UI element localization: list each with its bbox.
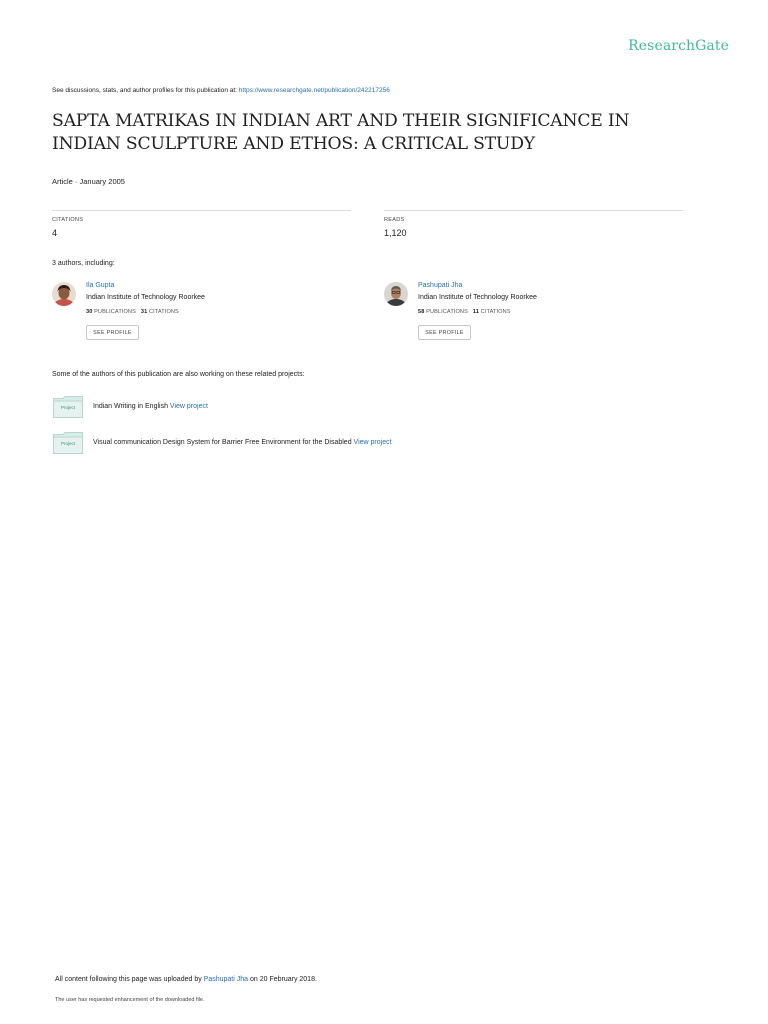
author-affiliation: Indian Institute of Technology Roorkee [418,294,537,301]
upload-note-prefix: All content following this page was uploaded by [55,976,204,983]
author-citations-label: CITATIONS [480,309,511,315]
project-title: Visual communication Design System for Barrier Free Environment for the Disabled [93,439,352,446]
author-citations-count: 11 [472,309,480,315]
author-avatar-ila-gupta[interactable] [52,282,76,306]
author-citations-label: CITATIONS [148,309,179,315]
project-item [93,403,208,410]
see-profile-button[interactable]: SEE PROFILE [418,325,471,340]
project-folder-label: Project [60,405,75,410]
author-stats [86,309,179,315]
citations-divider [52,210,351,211]
publication-title: SAPTA MATRIKAS IN INDIAN ART AND THEIR SIGNIFICANCE IN INDIAN SCULPTURE AND ETHOS: A CRITICAL STUDY [52,111,630,154]
project-folder-icon [53,432,83,454]
author-publications-count: 30 [86,309,93,315]
see-profile-button[interactable]: SEE PROFILE [86,325,139,340]
discussion-note [52,87,390,94]
author-name-link[interactable]: Pashupati Jha [418,282,463,289]
publication-meta: Article · January 2005 [52,177,125,186]
reads-divider [384,210,683,211]
author-affiliation: Indian Institute of Technology Roorkee [86,294,205,301]
researchgate-logo[interactable]: ResearchGate [628,38,729,54]
publication-url-link[interactable]: https://www.researchgate.net/publication/242217256 [238,87,390,94]
projects-heading: Some of the authors of this publication are also working on these related projects: [52,371,305,378]
authors-heading: 3 authors, including: [52,260,115,267]
author-publications-count: 58 [418,309,425,315]
author-stats [418,309,511,315]
project-folder-icon [53,396,83,418]
view-project-link[interactable]: View project [353,439,392,446]
author-publications-label: PUBLICATIONS [426,309,468,315]
citations-value: 4 [52,228,58,238]
reads-label: READS [384,217,405,223]
project-title: Indian Writing in English [93,403,168,410]
author-citations-count: 31 [140,309,148,315]
project-item [93,439,392,446]
upload-note-suffix: on 20 February 2018. [248,976,317,983]
citations-label: CITATIONS [52,217,84,223]
author-name-link[interactable]: Ila Gupta [86,282,115,289]
discussion-note-text: See discussions, stats, and author profiles for this publication at: [52,87,239,94]
author-avatar-pashupati-jha[interactable] [384,282,408,306]
author-publications-label: PUBLICATIONS [94,309,136,315]
upload-note [55,976,317,983]
enhancement-note: The user has requested enhancement of the downloaded file. [55,997,205,1003]
view-project-link[interactable]: View project [169,403,208,410]
uploader-link[interactable]: Pashupati Jha [203,976,249,983]
reads-value: 1,120 [384,228,407,238]
project-folder-label: Project [60,441,75,446]
